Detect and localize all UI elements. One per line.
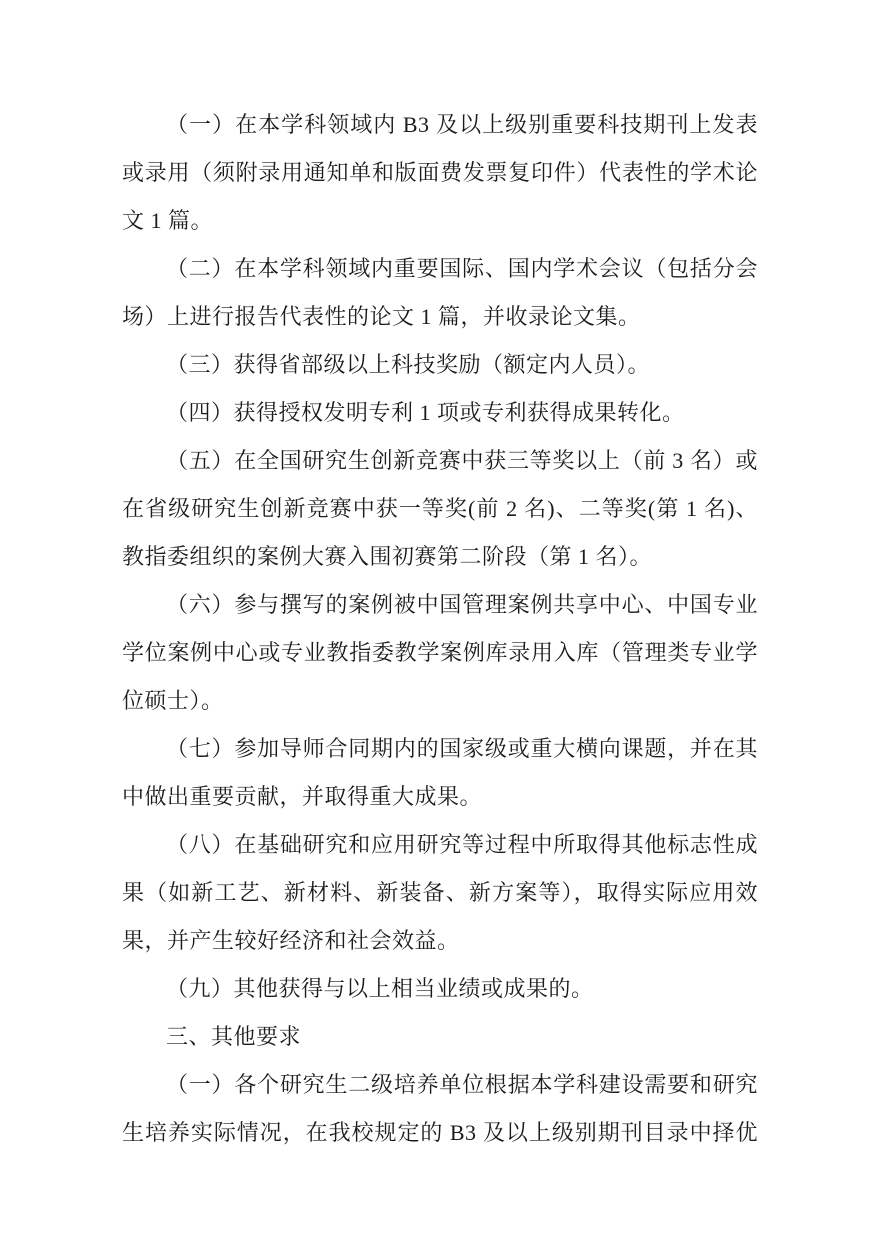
text-line: 位硕士）。 xyxy=(122,688,224,713)
text-line: （一）在本学科领域内 B3 及以上级别重要科技期刊上发表 xyxy=(166,112,758,137)
text-line: （七）参加导师合同期内的国家级或重大横向课题，并在其 xyxy=(166,736,758,761)
text-line: 文 1 篇。 xyxy=(122,208,214,233)
text-line: 学位案例中心或专业教指委教学案例库录用入库（管理类专业学 xyxy=(122,640,758,665)
text-line: 生培养实际情况，在我校规定的 B3 及以上级别期刊目录中择优 xyxy=(122,1120,758,1145)
text-line: （八）在基础研究和应用研究等过程中所取得其他标志性成 xyxy=(166,832,758,857)
document-body xyxy=(122,101,758,1157)
text-line: 果（如新工艺、新材料、新装备、新方案等），取得实际应用效 xyxy=(122,880,758,905)
text-line: （六）参与撰写的案例被中国管理案例共享中心、中国专业 xyxy=(166,592,758,617)
text-line: 三、其他要求 xyxy=(166,1024,302,1049)
text-line: （三）获得省部级以上科技奖励（额定内人员）。 xyxy=(166,352,651,377)
text-line: 或录用（须附录用通知单和版面费发票复印件）代表性的学术论 xyxy=(122,160,758,185)
text-line: 场）上进行报告代表性的论文 1 篇，并收录论文集。 xyxy=(122,304,641,329)
text-line: 教指委组织的案例大赛入围初赛第二阶段（第 1 名）。 xyxy=(122,544,653,569)
text-line: 在省级研究生创新竞赛中获一等奖(前 2 名)、二等奖(第 1 名)、 xyxy=(122,496,758,521)
text-line: （九）其他获得与以上相当业绩或成果的。 xyxy=(166,976,594,1001)
text-line: 中做出重要贡献，并取得重大成果。 xyxy=(122,784,483,809)
text-line: （四）获得授权发明专利 1 项或专利获得成果转化。 xyxy=(166,400,685,425)
text-line: 果，并产生较好经济和社会效益。 xyxy=(122,928,460,953)
text-line: （五）在全国研究生创新竞赛中获三等奖以上（前 3 名）或 xyxy=(166,448,758,473)
text-line: （一）各个研究生二级培养单位根据本学科建设需要和研究 xyxy=(166,1072,758,1097)
text-line: （二）在本学科领域内重要国际、国内学术会议（包括分会 xyxy=(166,256,758,281)
